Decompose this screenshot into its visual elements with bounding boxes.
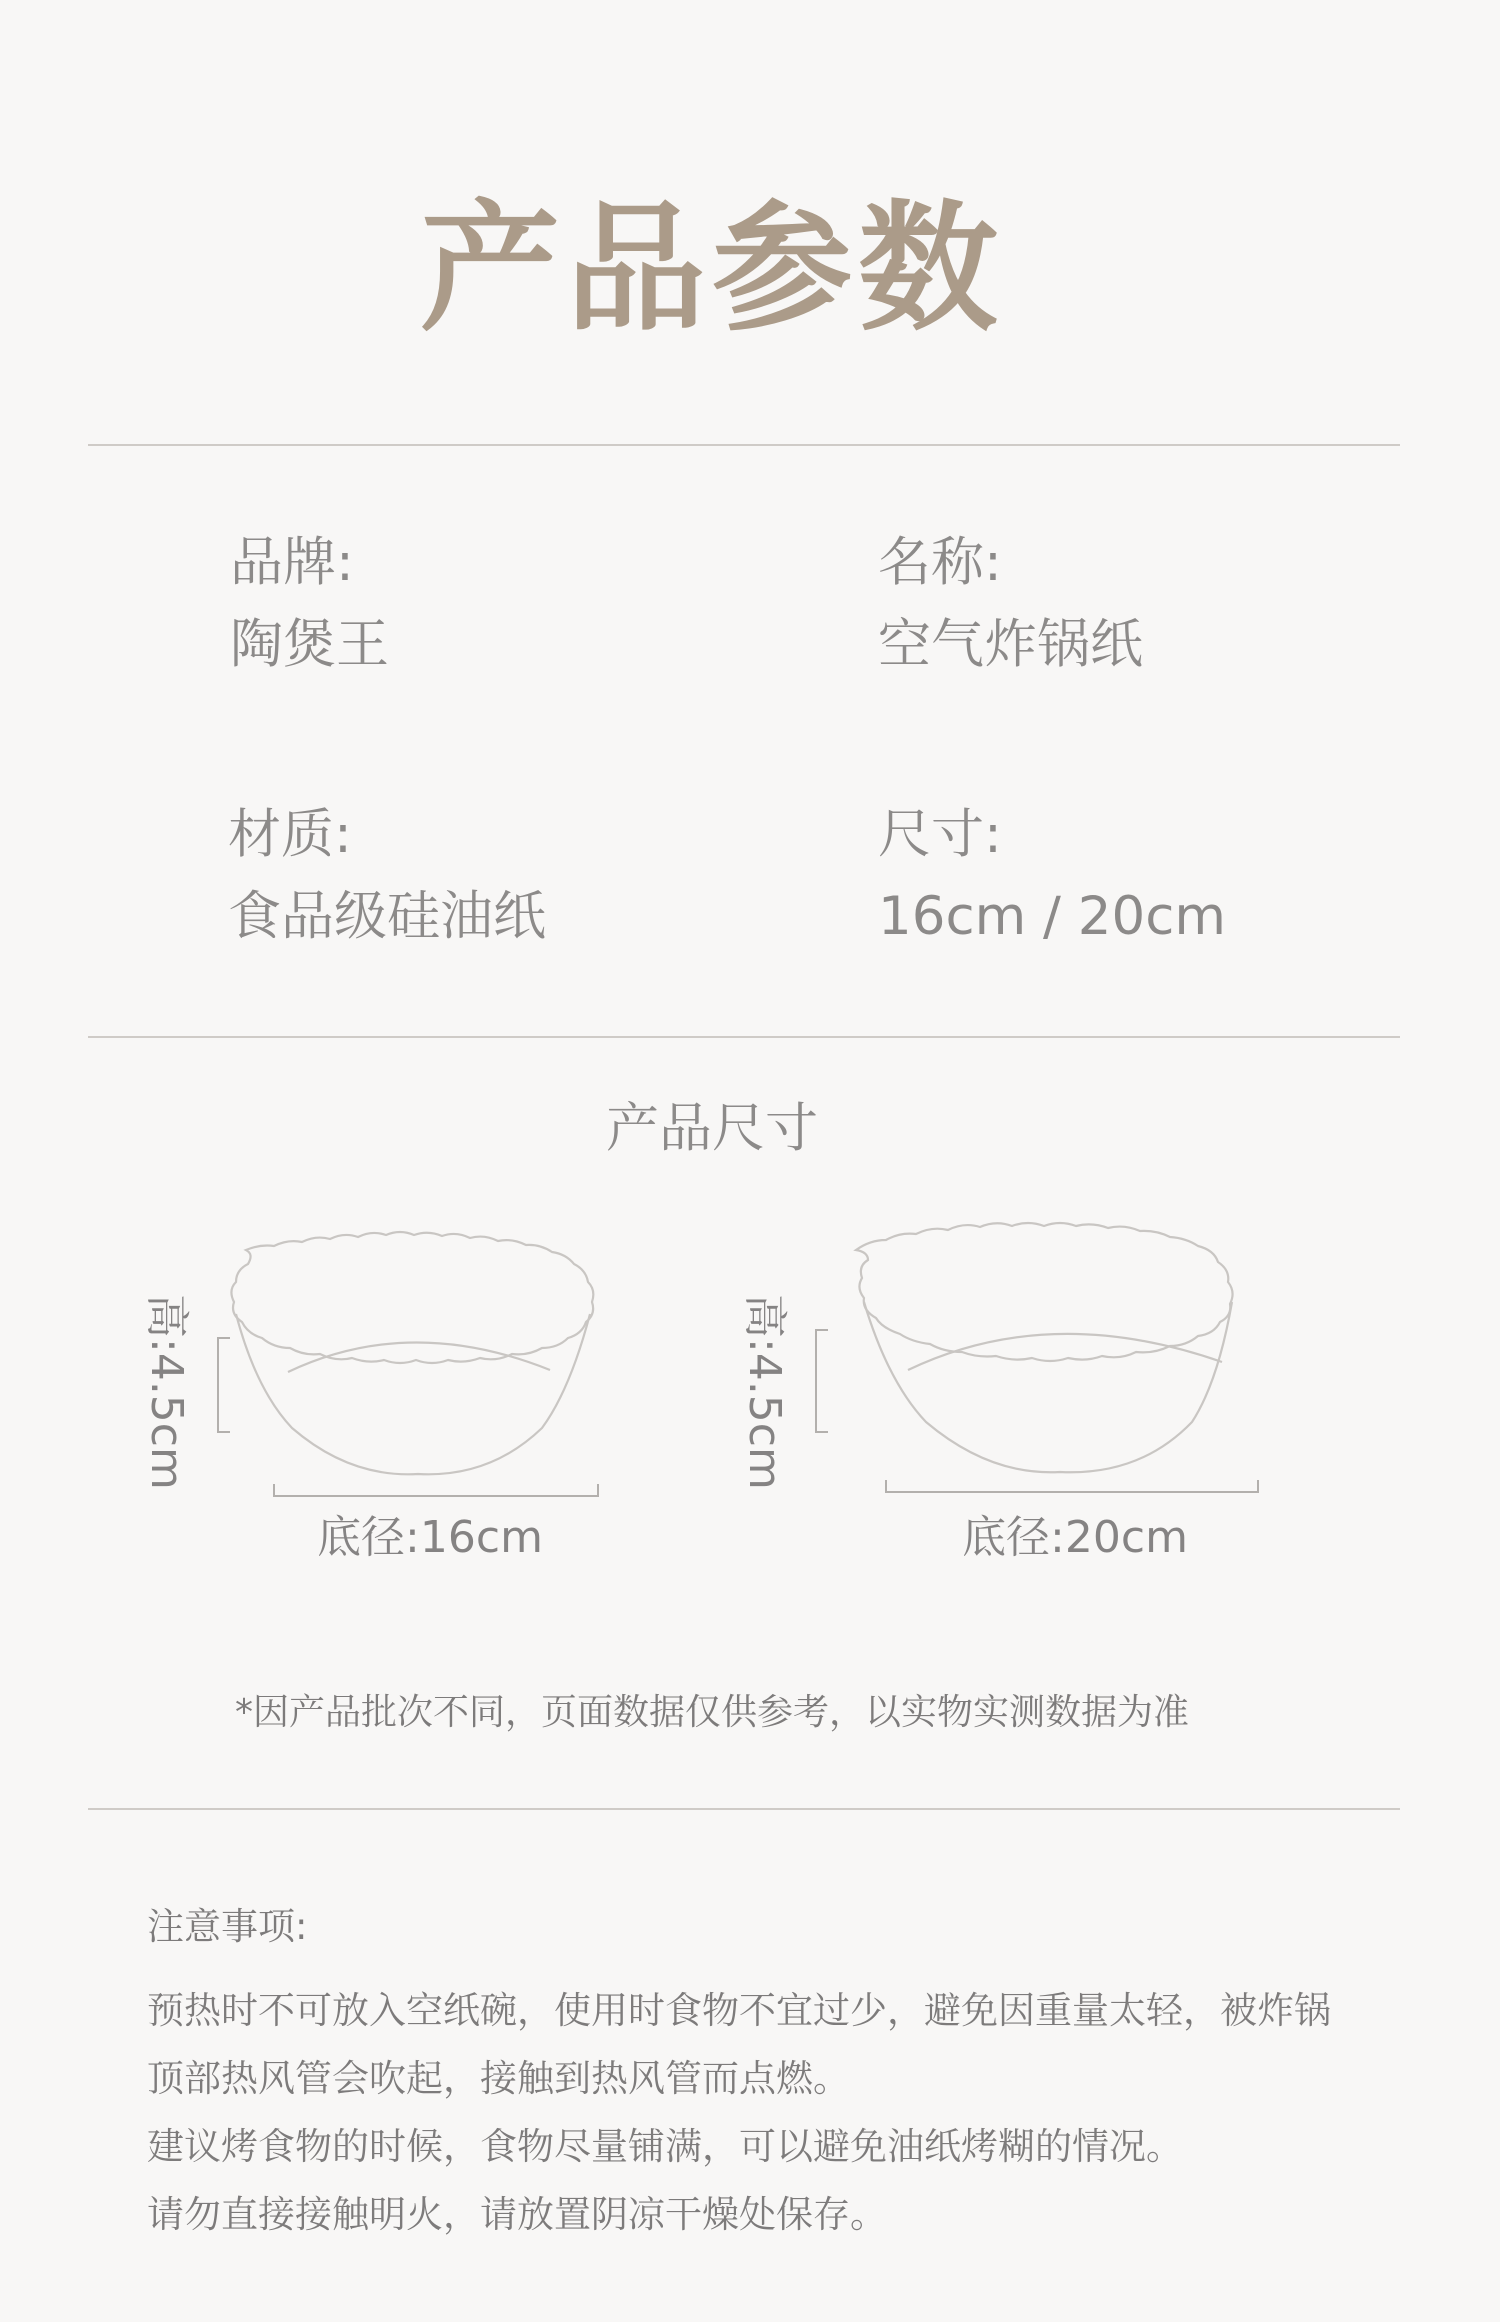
divider-middle: [88, 1036, 1400, 1038]
height-bracket: [816, 1330, 828, 1432]
page-title: 产品参数: [419, 188, 1004, 351]
notes-title: 注意事项:: [147, 1905, 308, 1948]
base-bracket: [274, 1484, 598, 1496]
spec-size-label: 尺寸:: [878, 804, 1002, 865]
spec-name-label: 名称:: [878, 532, 1002, 593]
notes-section: [147, 1905, 1387, 2249]
liner-inner-base: [908, 1334, 1222, 1370]
size-section-title: 产品尺寸: [606, 1098, 818, 1159]
spec-material-value: 食品级硅油纸: [228, 886, 546, 947]
spec-brand-value: 陶煲王: [230, 614, 389, 675]
liner-20cm-base-label: 底径:20cm: [962, 1512, 1188, 1563]
notes-line: 预热时不可放入空纸碗，使用时食物不宜过少，避免因重量太轻，被炸锅: [147, 1989, 1331, 2032]
notes-line: 建议烤食物的时候，食物尽量铺满，可以避免油纸烤糊的情况。: [147, 2125, 1183, 2168]
divider-bottom: [88, 1808, 1400, 1810]
base-bracket: [886, 1480, 1258, 1492]
liner-16cm-illustration: [150, 1230, 670, 1530]
height-bracket: [218, 1338, 230, 1432]
liner-rim: [856, 1223, 1233, 1361]
liner-20cm-illustration: [760, 1222, 1320, 1532]
spec-brand-label: 品牌:: [230, 532, 354, 593]
liner-16cm-base-label: 底径:16cm: [317, 1512, 543, 1563]
notes-line: 顶部热风管会吹起，接触到热风管而点燃。: [147, 2057, 850, 2100]
spec-name-value: 空气炸锅纸: [878, 614, 1143, 675]
liner-20cm-height-label: 高:4.5cm: [739, 1294, 790, 1490]
liner-body: [864, 1302, 1232, 1472]
liner-body: [236, 1314, 590, 1474]
liner-inner-base: [288, 1342, 550, 1372]
liner-16cm-height-label: 高:4.5cm: [141, 1294, 192, 1490]
divider-top: [88, 444, 1400, 446]
spec-material-label: 材质:: [228, 804, 352, 865]
disclaimer-note: *因产品批次不同，页面数据仅供参考，以实物实测数据为准: [234, 1692, 1189, 1733]
spec-size-value: 16cm / 20cm: [878, 886, 1226, 947]
notes-line: 请勿直接接触明火，请放置阴凉干燥处保存。: [147, 2193, 887, 2236]
